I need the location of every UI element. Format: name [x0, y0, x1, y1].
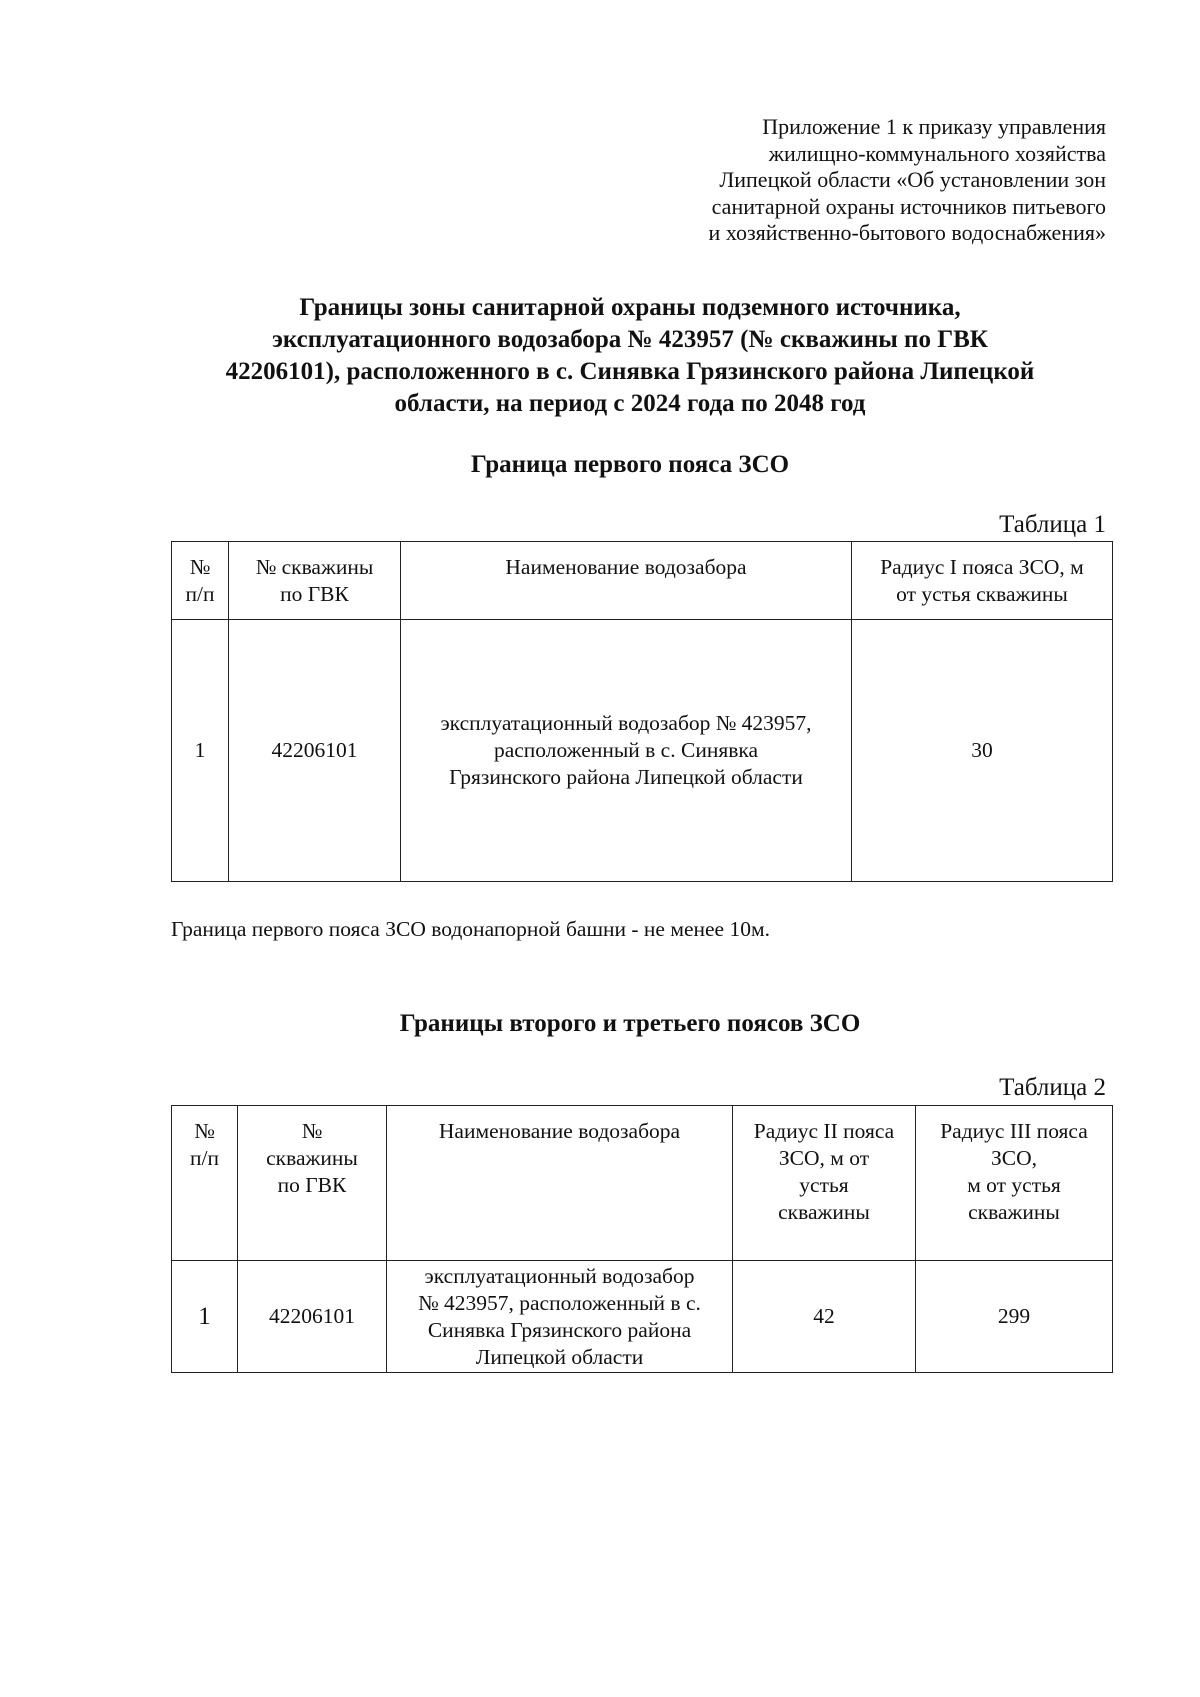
header-text: № скважины — [255, 555, 374, 579]
document-title — [150, 292, 1110, 420]
table1-header-row — [172, 542, 1113, 620]
title-line: 42206101), расположенного в с. Синявка Грязинского района Липецкой — [225, 358, 1035, 385]
header-text: Наименование водозабора — [438, 1119, 681, 1143]
table2 — [171, 1105, 1113, 1373]
title-line: области, на период с 2024 года по 2048 год — [394, 390, 866, 417]
table2-header-num — [172, 1106, 238, 1261]
cell-text: Грязинского района Липецкой области — [449, 765, 803, 789]
header-text: № — [301, 1119, 323, 1143]
header-text: по ГВК — [280, 582, 349, 606]
table2-cell-well: 42206101 — [238, 1261, 387, 1373]
table1-cell-radius: 30 — [852, 620, 1113, 882]
table1-cell-num: 1 — [172, 620, 229, 882]
header-text: по ГВК — [277, 1173, 347, 1197]
table1-header-radius — [852, 542, 1113, 620]
header-text: п/п — [190, 1146, 219, 1170]
table2-header-name — [387, 1106, 733, 1261]
header-text: ЗСО, м от — [778, 1146, 870, 1170]
table2-label: Таблица 2 — [999, 1074, 1106, 1101]
header-text: Радиус I пояса ЗСО, м — [880, 555, 1084, 579]
header-text: № — [194, 1119, 215, 1143]
table2-cell-radius2: 42 — [733, 1261, 916, 1373]
annex-line: и хозяйственно-бытового водоснабжения» — [708, 220, 1106, 245]
table2-cell-num: 1 — [172, 1261, 238, 1373]
annex-reference — [626, 114, 1106, 247]
title-line: Границы зоны санитарной охраны подземного источника, — [299, 294, 961, 321]
table-row — [172, 1261, 1113, 1373]
cell-text: эксплуатационный водозабор № 423957, — [440, 711, 812, 735]
table2-header-radius3 — [916, 1106, 1113, 1261]
header-text: м от устья — [967, 1173, 1061, 1197]
table2-header-row — [172, 1106, 1113, 1261]
header-text: ЗСО, — [990, 1146, 1037, 1170]
header-text: Радиус III пояса — [940, 1119, 1088, 1143]
cell-text: Синявка Грязинского района — [427, 1317, 692, 1342]
table1-header-num — [172, 542, 229, 620]
cell-text: расположенный в с. Синявка — [493, 738, 759, 762]
annex-line: Приложение 1 к приказу управления — [762, 114, 1106, 139]
section1-note: Граница первого пояса ЗСО водонапорной башни - не менее 10м. — [171, 917, 770, 941]
table2-cell-name — [387, 1261, 733, 1373]
table1-cell-name — [401, 620, 852, 882]
table-row — [172, 620, 1113, 882]
section2-heading: Границы второго и третьего поясов ЗСО — [399, 1010, 861, 1037]
section1-heading: Граница первого пояса ЗСО — [470, 451, 790, 478]
table1 — [171, 541, 1113, 882]
header-text: Наименование водозабора — [505, 555, 747, 579]
table1-header-well — [229, 542, 401, 620]
cell-text: эксплуатационный водозабор — [424, 1263, 695, 1288]
header-text: от устья скважины — [896, 582, 1068, 606]
header-text: скважины — [266, 1146, 358, 1170]
header-text: № — [189, 555, 211, 579]
table2-header-radius2 — [733, 1106, 916, 1261]
annex-line: санитарной охраны источников питьевого — [711, 193, 1106, 219]
header-text: скважины — [968, 1200, 1060, 1224]
table1-header-name — [401, 542, 852, 620]
header-text: скважины — [778, 1200, 870, 1224]
annex-line: жилищно-коммунального хозяйства — [768, 140, 1106, 166]
cell-text: Липецкой области — [475, 1344, 644, 1369]
table2-header-well — [238, 1106, 387, 1261]
cell-text: № 423957, расположенный в с. — [418, 1290, 701, 1315]
table1-label: Таблица 1 — [999, 511, 1106, 538]
table2-cell-radius3: 299 — [916, 1261, 1113, 1373]
header-text: Радиус II пояса — [753, 1119, 895, 1143]
header-text: устья — [799, 1173, 849, 1197]
header-text: п/п — [185, 582, 215, 606]
title-line: эксплуатационного водозабора № 423957 (№ скважины по ГВК — [272, 326, 988, 353]
table1-cell-well: 42206101 — [229, 620, 401, 882]
annex-line: Липецкой области «Об установлении зон — [719, 167, 1106, 192]
